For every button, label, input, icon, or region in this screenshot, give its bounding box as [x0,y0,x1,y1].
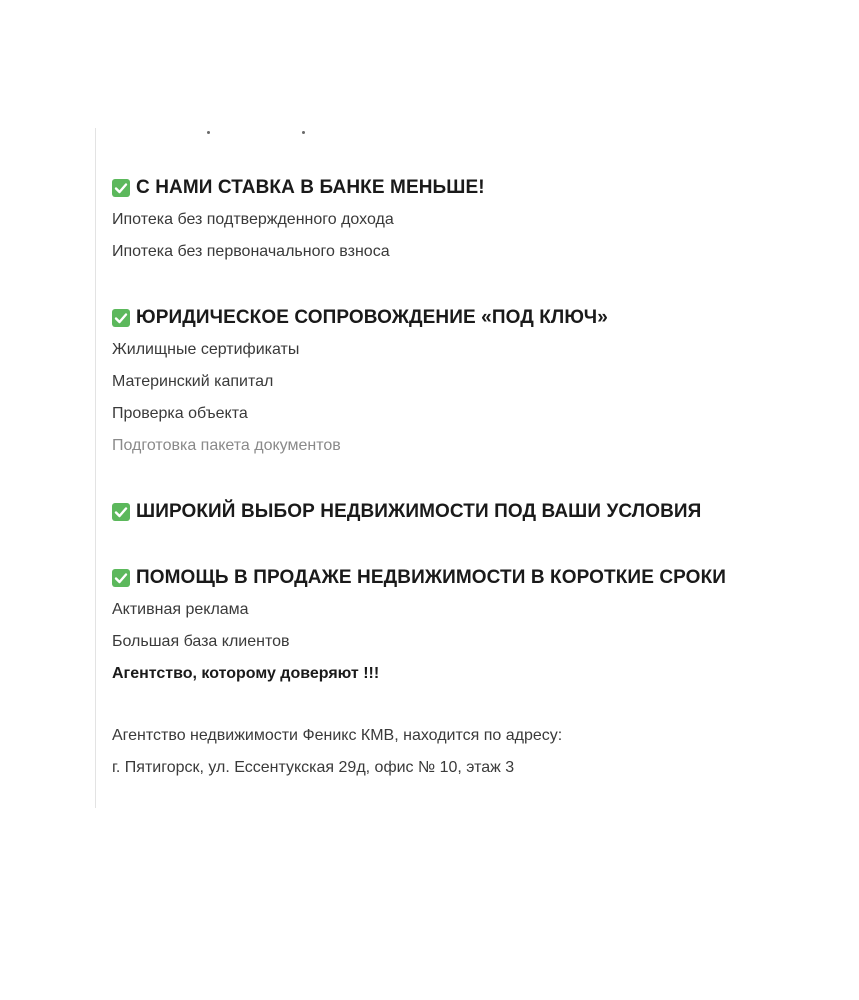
section-heading [112,496,842,528]
list-item: Жилищные сертификаты [112,341,300,358]
section-sale [112,562,842,690]
section-heading [112,172,842,204]
section-legal [112,302,842,462]
section-choice [112,496,842,528]
post-content [112,172,842,784]
section-heading-text: ЮРИДИЧЕСКОЕ СОПРОВОЖДЕНИЕ «ПОД КЛЮЧ» [136,307,608,328]
list-item: Большая база клиентов [112,633,290,650]
address-line: Агентство недвижимости Феникс КМВ, находится по адресу: [112,727,563,744]
check-box-icon [112,179,130,197]
address-line: г. Пятигорск, ул. Ессентукская 29д, офис № 10, этаж 3 [112,759,515,776]
section-heading-text: ПОМОЩЬ В ПРОДАЖЕ НЕДВИЖИМОСТИ В КОРОТКИЕ СРОКИ [136,567,727,588]
list-item: Проверка объекта [112,405,248,422]
list-item: Активная реклама [112,601,249,618]
address-block [112,720,842,784]
section-heading [112,302,842,334]
check-box-icon [112,309,130,327]
list-item: Подготовка пакета документов [112,437,341,454]
section-heading [112,562,842,594]
dot-mark [207,131,210,134]
section-heading-text: С НАМИ СТАВКА В БАНКЕ МЕНЬШЕ! [136,177,485,198]
section-heading-text: ШИРОКИЙ ВЫБОР НЕДВИЖИМОСТИ ПОД ВАШИ УСЛОВИЯ [136,501,702,522]
list-item: Ипотека без первоначального взноса [112,243,390,260]
check-box-icon [112,569,130,587]
check-box-icon [112,503,130,521]
list-item: Ипотека без подтвержденного дохода [112,211,394,228]
dot-mark [302,131,305,134]
section-rates [112,172,842,268]
tagline: Агентство, которому доверяют !!! [112,665,380,682]
list-item: Материнский капитал [112,373,274,390]
left-rule [95,128,96,808]
